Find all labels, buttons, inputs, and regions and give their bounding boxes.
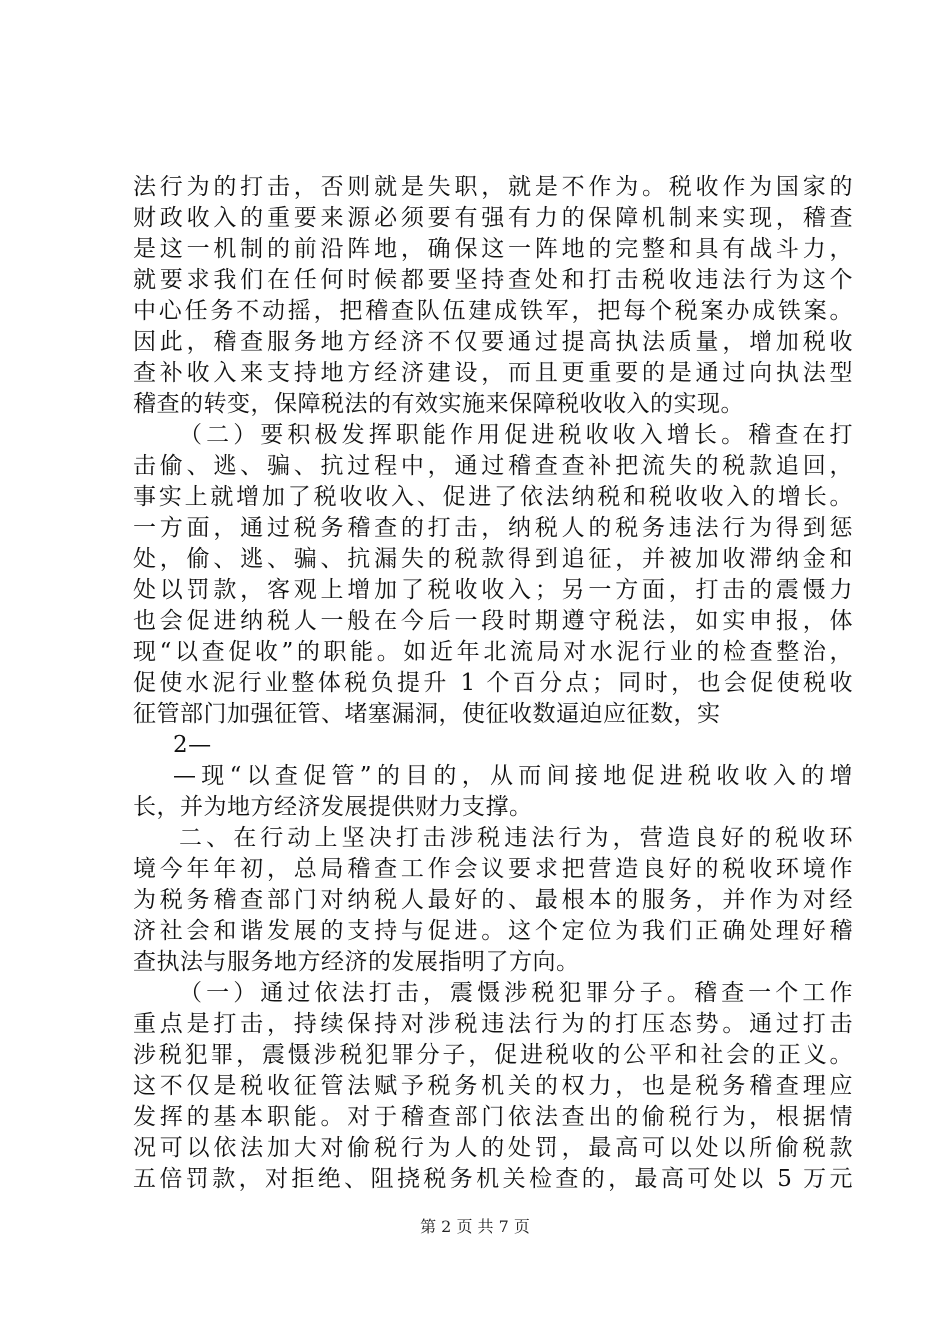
text-line: 发挥的基本职能。对于稽查部门依法查出的偷税行为，根据情 [133, 1104, 853, 1130]
text-line: 处，偷、逃、骗、抗漏失的税款得到追征，并被加收滞纳金和 [133, 546, 853, 572]
paragraph-start-line: —现“以查促管”的目的，从而间接地促进税收收入的增 [173, 763, 853, 789]
text-line: 击偷、逃、骗、抗过程中，通过稽查查补把流失的税款追回， [133, 453, 853, 479]
text-line: 稽查的转变，保障税法的有效实施来保障税收收入的实现。 [133, 391, 744, 417]
page-footer: 第 2 页 共 7 页 [420, 1217, 530, 1236]
text-line: 涉税犯罪，震慑涉税犯罪分子，促进税收的公平和社会的正义。 [133, 1042, 853, 1068]
text-line: 查补收入来支持地方经济建设，而且更重要的是通过向执法型 [133, 360, 853, 386]
text-line: 况可以依法加大对偷税行为人的处罚，最高可以处以所偷税款 [133, 1135, 853, 1161]
text-line: 重点是打击，持续保持对涉税违法行为的打压态势。通过打击 [133, 1011, 853, 1037]
text-line: 处以罚款，客观上增加了税收收入；另一方面，打击的震慑力 [133, 577, 853, 603]
text-line: 查执法与服务地方经济的发展指明了方向。 [133, 949, 580, 975]
paragraph-start-line: （二）要积极发挥职能作用促进税收收入增长。稽查在打 [179, 422, 853, 448]
text-line: 也会促进纳税人一般在今后一段时期遵守税法，如实申报，体 [133, 608, 853, 634]
text-line: 现“以查促收”的职能。如近年北流局对水泥行业的检查整治， [133, 639, 853, 665]
paragraph-start-line: （一）通过依法打击，震慑涉税犯罪分子。稽查一个工作 [179, 980, 853, 1006]
text-line: 因此，稽查服务地方经济不仅要通过提高执法质量，增加税收 [133, 329, 853, 355]
section-heading-line: 二、在行动上坚决打击涉税违法行为，营造良好的税收环 [179, 825, 853, 851]
text-line: 境今年年初，总局稽查工作会议要求把营造良好的税收环境作 [133, 856, 853, 882]
text-line: 促使水泥行业整体税负提升 1 个百分点；同时，也会促使税收 [133, 670, 853, 696]
text-line: 为税务稽查部门对纳税人最好的、最根本的服务，并作为对经 [133, 887, 853, 913]
text-line: 事实上就增加了税收收入、促进了依法纳税和税收收入的增长。 [133, 484, 853, 510]
text-line: 是这一机制的前沿阵地，确保这一阵地的完整和具有战斗力， [133, 236, 853, 262]
text-line: 长，并为地方经济发展提供财力支撑。 [133, 794, 533, 820]
text-line: 就要求我们在任何时候都要坚持查处和打击税收违法行为这个 [133, 267, 853, 293]
inline-page-marker: 2— [173, 732, 212, 758]
document-body [133, 172, 853, 1195]
text-line: 济社会和谐发展的支持与促进。这个定位为我们正确处理好稽 [133, 918, 853, 944]
text-line: 财政收入的重要来源必须要有强有力的保障机制来实现，稽查 [133, 205, 853, 231]
text-line: 五倍罚款，对拒绝、阻挠税务机关检查的，最高可处以 5 万元 [133, 1166, 853, 1192]
text-line: 征管部门加强征管、堵塞漏洞，使征收数逼迫应征数，实 [133, 701, 721, 727]
text-line: 中心任务不动摇，把稽查队伍建成铁军，把每个税案办成铁案。 [133, 298, 853, 324]
text-line: 这不仅是税收征管法赋予税务机关的权力，也是税务稽查理应 [133, 1073, 853, 1099]
text-line: 法行为的打击，否则就是失职，就是不作为。税收作为国家的 [133, 174, 853, 200]
text-line: 一方面，通过税务稽查的打击，纳税人的税务违法行为得到惩 [133, 515, 853, 541]
